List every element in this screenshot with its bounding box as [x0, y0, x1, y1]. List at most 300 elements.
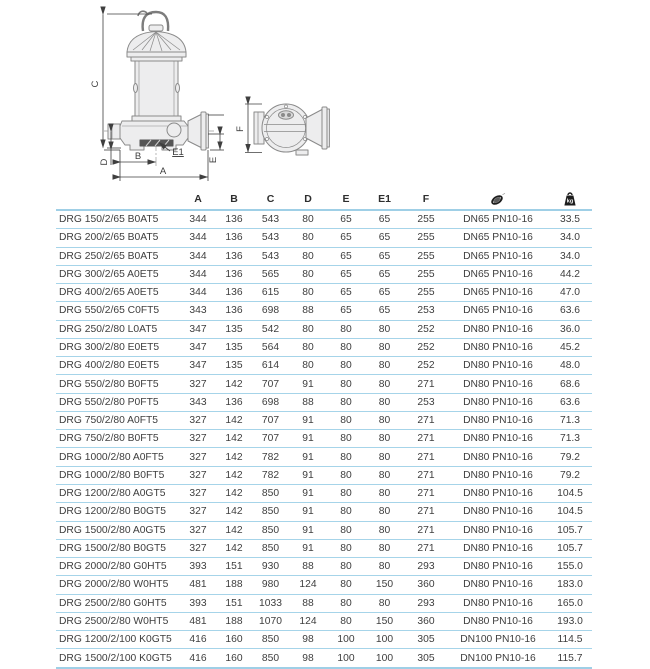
- cell-c: 707: [261, 433, 280, 445]
- cell-b: 142: [225, 542, 243, 554]
- cell-a: 327: [189, 506, 207, 518]
- cell-b: 151: [225, 561, 243, 573]
- cell-f: 360: [417, 579, 435, 591]
- cell-dn-flange: DN80 PN10-16: [463, 378, 533, 390]
- table-row: [56, 595, 592, 613]
- cell-b: 160: [225, 634, 243, 646]
- cell-f: 271: [417, 506, 435, 518]
- cell-c: 1033: [259, 597, 282, 609]
- dim-label-d: D: [99, 158, 110, 166]
- cell-f: 255: [417, 287, 435, 299]
- cell-c: 614: [261, 360, 280, 372]
- cell-e1: 80: [378, 378, 391, 390]
- cell-f: 305: [417, 652, 435, 664]
- cell-d: 80: [302, 360, 314, 372]
- cell-model: DRG 250/2/80 L0AT5: [59, 323, 158, 335]
- cell-model: DRG 1200/2/80 B0GT5: [59, 506, 167, 518]
- cell-e: 80: [340, 360, 352, 372]
- cell-e: 65: [340, 287, 352, 299]
- cell-dn-flange: DN80 PN10-16: [463, 561, 533, 573]
- cell-b: 135: [225, 360, 243, 372]
- cell-b: 136: [225, 396, 243, 408]
- cell-dn-flange: DN80 PN10-16: [463, 488, 533, 500]
- table-row: [56, 229, 592, 247]
- pump-drawing-svg: [0, 0, 650, 188]
- cell-d: 80: [302, 250, 314, 262]
- cell-f: 271: [417, 469, 435, 481]
- cell-dn-flange: DN80 PN10-16: [463, 433, 533, 445]
- cell-e1: 80: [378, 561, 391, 573]
- cell-d: 80: [302, 232, 314, 244]
- cell-d: 91: [302, 542, 314, 554]
- cell-e: 80: [340, 524, 352, 536]
- cell-a: 344: [189, 214, 207, 226]
- cell-c: 980: [261, 579, 280, 591]
- cell-c: 543: [261, 232, 280, 244]
- header-col-b: B: [230, 193, 238, 205]
- cell-e: 80: [340, 561, 352, 573]
- cell-f: 255: [417, 268, 435, 280]
- dim-label-e: E: [208, 156, 219, 164]
- cell-model: DRG 750/2/80 A0FT5: [59, 415, 159, 427]
- dimensions-table: [56, 189, 592, 669]
- cell-weight-kg: 79.2: [559, 469, 581, 481]
- cell-f: 253: [417, 305, 435, 317]
- volute-front-view: [235, 104, 329, 155]
- cell-weight-kg: 44.2: [559, 268, 581, 280]
- cell-f: 360: [417, 615, 435, 627]
- flange-icon: [489, 192, 507, 207]
- weight-icon-kg-label: kg: [566, 198, 574, 205]
- cell-d: 80: [302, 341, 314, 353]
- cell-e: 80: [340, 579, 352, 591]
- table-row: [56, 613, 592, 631]
- cell-weight-kg: 71.3: [559, 415, 581, 427]
- cell-c: 930: [261, 561, 280, 573]
- cell-c: 543: [261, 250, 280, 262]
- table-row: [56, 485, 592, 503]
- cell-weight-kg: 104.5: [557, 506, 583, 518]
- cell-c: 707: [261, 378, 280, 390]
- table-row: [56, 375, 592, 393]
- cell-weight-kg: 48.0: [559, 360, 581, 372]
- table-row: [56, 631, 592, 649]
- cell-e: 65: [340, 305, 352, 317]
- cell-a: 327: [189, 415, 207, 427]
- cell-f: 293: [417, 561, 435, 573]
- header-col-flange: [448, 192, 548, 207]
- cell-b: 136: [225, 250, 243, 262]
- cell-weight-kg: 105.7: [557, 524, 583, 536]
- cell-a: 416: [189, 634, 207, 646]
- cell-d: 98: [302, 634, 314, 646]
- cell-e1: 80: [378, 597, 391, 609]
- cell-e1: 65: [378, 287, 391, 299]
- table-row: [56, 576, 592, 594]
- header-col-a: A: [194, 193, 202, 205]
- cell-e: 65: [340, 214, 352, 226]
- cell-e1: 65: [378, 232, 391, 244]
- cell-a: 327: [189, 488, 207, 500]
- cell-model: DRG 2000/2/80 W0HT5: [59, 579, 169, 591]
- header-col-e: E: [342, 193, 350, 205]
- cell-c: 615: [261, 287, 280, 299]
- cell-model: DRG 550/2/65 C0FT5: [59, 305, 160, 317]
- cell-dn-flange: DN80 PN10-16: [463, 415, 533, 427]
- cell-b: 135: [225, 341, 243, 353]
- table-row: [56, 522, 592, 540]
- cell-a: 343: [189, 396, 207, 408]
- cell-b: 142: [225, 433, 243, 445]
- cell-weight-kg: 104.5: [557, 488, 583, 500]
- cell-c: 782: [261, 469, 280, 481]
- cell-c: 850: [261, 542, 280, 554]
- cell-e1: 80: [378, 323, 391, 335]
- cell-e1: 65: [378, 268, 391, 280]
- cell-b: 135: [225, 323, 243, 335]
- cell-dn-flange: DN80 PN10-16: [463, 524, 533, 536]
- cell-dn-flange: DN80 PN10-16: [463, 506, 533, 518]
- dim-label-b: B: [134, 151, 142, 162]
- cell-e: 100: [337, 634, 355, 646]
- cell-f: 255: [417, 214, 435, 226]
- cell-e1: 100: [375, 634, 394, 646]
- table-row: [56, 649, 592, 668]
- table-row: [56, 448, 592, 466]
- cell-model: DRG 200/2/65 B0AT5: [59, 232, 159, 244]
- cell-b: 142: [225, 451, 243, 463]
- table-row: [56, 266, 592, 284]
- table-row: [56, 430, 592, 448]
- cell-d: 91: [302, 488, 314, 500]
- cell-c: 850: [261, 634, 280, 646]
- cell-b: 188: [225, 615, 243, 627]
- cell-e1: 80: [378, 524, 391, 536]
- cell-a: 344: [189, 287, 207, 299]
- cell-dn-flange: DN100 PN10-16: [460, 634, 536, 646]
- table-row: [56, 540, 592, 558]
- cell-f: 252: [417, 341, 435, 353]
- cell-d: 80: [302, 214, 314, 226]
- cell-model: DRG 750/2/80 B0FT5: [59, 433, 159, 445]
- cell-weight-kg: 71.3: [559, 433, 581, 445]
- cell-a: 416: [189, 652, 207, 664]
- cell-a: 481: [189, 615, 207, 627]
- cell-e1: 100: [375, 652, 394, 664]
- cell-c: 698: [261, 396, 280, 408]
- cell-b: 160: [225, 652, 243, 664]
- cell-e: 100: [337, 652, 355, 664]
- cell-c: 850: [261, 652, 280, 664]
- cell-f: 252: [417, 323, 435, 335]
- cell-e: 65: [340, 232, 352, 244]
- cell-weight-kg: 47.0: [559, 287, 581, 299]
- cell-weight-kg: 155.0: [557, 561, 583, 573]
- cell-e1: 65: [378, 305, 391, 317]
- cell-model: DRG 550/2/80 B0FT5: [59, 378, 159, 390]
- cell-c: 707: [261, 415, 280, 427]
- header-col-e1: E1: [378, 193, 391, 205]
- cell-f: 255: [417, 232, 435, 244]
- cell-a: 327: [189, 469, 207, 481]
- cell-d: 91: [302, 433, 314, 445]
- cell-e: 80: [340, 323, 352, 335]
- cell-f: 271: [417, 451, 435, 463]
- cell-d: 88: [302, 561, 314, 573]
- cell-d: 88: [302, 597, 314, 609]
- cell-d: 91: [302, 524, 314, 536]
- cell-model: DRG 2000/2/80 G0HT5: [59, 561, 167, 573]
- cell-weight-kg: 114.5: [557, 634, 583, 646]
- cell-e: 80: [340, 488, 352, 500]
- cell-model: DRG 1000/2/80 B0FT5: [59, 469, 165, 481]
- cell-c: 850: [261, 524, 280, 536]
- header-col-c: C: [266, 193, 275, 205]
- cell-d: 91: [302, 415, 314, 427]
- cell-model: DRG 150/2/65 B0AT5: [59, 214, 159, 226]
- cell-weight-kg: 105.7: [557, 542, 583, 554]
- cell-a: 347: [189, 360, 207, 372]
- table-row: [56, 467, 592, 485]
- table-body: [56, 211, 592, 669]
- cell-c: 564: [261, 341, 280, 353]
- cell-d: 80: [302, 323, 314, 335]
- cell-model: DRG 1500/2/80 A0GT5: [59, 524, 166, 536]
- cell-dn-flange: DN65 PN10-16: [463, 268, 533, 280]
- cell-dn-flange: DN80 PN10-16: [463, 597, 533, 609]
- cell-f: 271: [417, 524, 435, 536]
- cell-e1: 65: [378, 250, 391, 262]
- cell-d: 124: [299, 615, 317, 627]
- cell-e: 80: [340, 506, 352, 518]
- cell-b: 142: [225, 488, 243, 500]
- cell-weight-kg: 165.0: [557, 597, 583, 609]
- cell-e: 80: [340, 378, 352, 390]
- cell-d: 91: [302, 506, 314, 518]
- cell-d: 88: [302, 305, 314, 317]
- cell-b: 142: [225, 469, 243, 481]
- cell-e: 80: [340, 415, 352, 427]
- cell-weight-kg: 63.6: [559, 305, 581, 317]
- table-row: [56, 284, 592, 302]
- cell-dn-flange: DN80 PN10-16: [463, 396, 533, 408]
- table-row: [56, 357, 592, 375]
- cell-c: 565: [261, 268, 280, 280]
- cell-e: 80: [340, 451, 352, 463]
- cell-c: 1070: [259, 615, 282, 627]
- cell-d: 98: [302, 652, 314, 664]
- cell-a: 343: [189, 305, 207, 317]
- weight-kg-icon: [563, 191, 577, 207]
- cell-weight-kg: 63.6: [559, 396, 581, 408]
- cell-a: 327: [189, 451, 207, 463]
- cell-a: 347: [189, 323, 207, 335]
- cell-model: DRG 1500/2/80 B0GT5: [59, 542, 167, 554]
- table-row: [56, 302, 592, 320]
- cell-model: DRG 1200/2/100 K0GT5: [59, 634, 172, 646]
- cell-d: 91: [302, 451, 314, 463]
- cell-e: 80: [340, 542, 352, 554]
- cell-dn-flange: DN80 PN10-16: [463, 341, 533, 353]
- cell-dn-flange: DN65 PN10-16: [463, 232, 533, 244]
- cell-e: 80: [340, 597, 352, 609]
- cell-e1: 150: [375, 579, 394, 591]
- cell-model: DRG 1200/2/80 A0GT5: [59, 488, 166, 500]
- cell-b: 151: [225, 597, 243, 609]
- cell-f: 271: [417, 378, 435, 390]
- cell-dn-flange: DN65 PN10-16: [463, 214, 533, 226]
- cell-weight-kg: 34.0: [559, 250, 581, 262]
- cell-model: DRG 2500/2/80 W0HT5: [59, 615, 169, 627]
- table-header-row: [56, 189, 592, 211]
- cell-model: DRG 300/2/65 A0ET5: [59, 268, 159, 280]
- cell-dn-flange: DN65 PN10-16: [463, 287, 533, 299]
- cell-e: 65: [340, 250, 352, 262]
- cell-e1: 80: [378, 488, 391, 500]
- cell-weight-kg: 33.5: [559, 214, 581, 226]
- dim-label-f: F: [235, 126, 246, 132]
- cell-b: 142: [225, 415, 243, 427]
- cell-dn-flange: DN80 PN10-16: [463, 451, 533, 463]
- cell-weight-kg: 45.2: [559, 341, 581, 353]
- table-row: [56, 394, 592, 412]
- cell-d: 80: [302, 268, 314, 280]
- cell-dn-flange: DN80 PN10-16: [463, 615, 533, 627]
- cell-model: DRG 400/2/80 E0ET5: [59, 360, 160, 372]
- cell-e1: 150: [375, 615, 394, 627]
- cell-f: 271: [417, 433, 435, 445]
- table-row: [56, 211, 592, 229]
- cell-a: 347: [189, 341, 207, 353]
- cell-f: 253: [417, 396, 435, 408]
- cell-b: 136: [225, 232, 243, 244]
- cell-b: 136: [225, 305, 243, 317]
- cell-dn-flange: DN80 PN10-16: [463, 579, 533, 591]
- cell-a: 327: [189, 433, 207, 445]
- cell-e: 65: [340, 268, 352, 280]
- cell-e1: 80: [378, 506, 391, 518]
- cell-c: 850: [261, 506, 280, 518]
- cell-e: 80: [340, 396, 352, 408]
- cell-b: 142: [225, 524, 243, 536]
- table-row: [56, 321, 592, 339]
- cell-e1: 80: [378, 451, 391, 463]
- header-col-f: F: [422, 193, 430, 205]
- cell-d: 88: [302, 396, 314, 408]
- cell-weight-kg: 115.7: [557, 652, 583, 664]
- cell-a: 327: [189, 542, 207, 554]
- cell-b: 136: [225, 214, 243, 226]
- cell-f: 293: [417, 597, 435, 609]
- table-row: [56, 503, 592, 521]
- table-row: [56, 248, 592, 266]
- cell-a: 344: [189, 232, 207, 244]
- cell-weight-kg: 193.0: [557, 615, 583, 627]
- cell-d: 91: [302, 469, 314, 481]
- cell-dn-flange: DN80 PN10-16: [463, 469, 533, 481]
- cell-f: 271: [417, 542, 435, 554]
- cell-d: 80: [302, 287, 314, 299]
- cell-a: 327: [189, 524, 207, 536]
- cell-dn-flange: DN65 PN10-16: [463, 250, 533, 262]
- cell-b: 188: [225, 579, 243, 591]
- cell-weight-kg: 79.2: [559, 451, 581, 463]
- cell-e: 80: [340, 469, 352, 481]
- cell-model: DRG 250/2/65 B0AT5: [59, 250, 159, 262]
- cell-model: DRG 400/2/65 A0ET5: [59, 287, 159, 299]
- cell-dn-flange: DN80 PN10-16: [463, 542, 533, 554]
- cell-c: 542: [261, 323, 280, 335]
- cell-dn-flange: DN80 PN10-16: [463, 323, 533, 335]
- cell-e1: 80: [378, 469, 391, 481]
- cell-f: 271: [417, 488, 435, 500]
- cell-d: 91: [302, 378, 314, 390]
- dim-label-a: A: [159, 166, 167, 177]
- cell-c: 850: [261, 488, 280, 500]
- table-row: [56, 339, 592, 357]
- cell-b: 136: [225, 268, 243, 280]
- table-row: [56, 412, 592, 430]
- cell-e1: 65: [378, 214, 391, 226]
- cell-model: DRG 300/2/80 E0ET5: [59, 341, 160, 353]
- cell-e: 80: [340, 615, 352, 627]
- cell-f: 252: [417, 360, 435, 372]
- cell-a: 327: [189, 378, 207, 390]
- cell-model: DRG 1500/2/100 K0GT5: [59, 652, 172, 664]
- cell-b: 142: [225, 506, 243, 518]
- cell-weight-kg: 183.0: [557, 579, 583, 591]
- cell-c: 782: [261, 451, 280, 463]
- cell-b: 142: [225, 378, 243, 390]
- cell-c: 543: [261, 214, 280, 226]
- cell-e1: 80: [378, 341, 391, 353]
- cell-a: 481: [189, 579, 207, 591]
- cell-e: 80: [340, 341, 352, 353]
- cell-f: 255: [417, 250, 435, 262]
- cell-model: DRG 550/2/80 P0FT5: [59, 396, 159, 408]
- pump-technical-drawing: [0, 0, 650, 188]
- cell-dn-flange: DN100 PN10-16: [460, 652, 536, 664]
- cell-a: 344: [189, 268, 207, 280]
- cell-a: 393: [189, 597, 207, 609]
- cell-a: 344: [189, 250, 207, 262]
- cell-weight-kg: 68.6: [559, 378, 581, 390]
- cell-weight-kg: 36.0: [559, 323, 581, 335]
- dim-label-c: C: [90, 80, 101, 88]
- cell-e1: 80: [378, 415, 391, 427]
- cell-weight-kg: 34.0: [559, 232, 581, 244]
- cell-b: 136: [225, 287, 243, 299]
- header-col-d: D: [304, 193, 312, 205]
- dim-label-e1: E1: [172, 147, 184, 158]
- cell-e1: 80: [378, 542, 391, 554]
- cell-e1: 80: [378, 360, 391, 372]
- cell-dn-flange: DN65 PN10-16: [463, 305, 533, 317]
- cell-model: DRG 2500/2/80 G0HT5: [59, 597, 167, 609]
- table-row: [56, 558, 592, 576]
- cell-e: 80: [340, 433, 352, 445]
- cell-a: 393: [189, 561, 207, 573]
- cell-e1: 80: [378, 396, 391, 408]
- cell-model: DRG 1000/2/80 A0FT5: [59, 451, 164, 463]
- cell-c: 698: [261, 305, 280, 317]
- cell-d: 124: [299, 579, 317, 591]
- header-col-weight: [548, 191, 592, 207]
- cell-dn-flange: DN80 PN10-16: [463, 360, 533, 372]
- cell-f: 271: [417, 415, 435, 427]
- pump-side-view: [90, 11, 224, 181]
- cell-e1: 80: [378, 433, 391, 445]
